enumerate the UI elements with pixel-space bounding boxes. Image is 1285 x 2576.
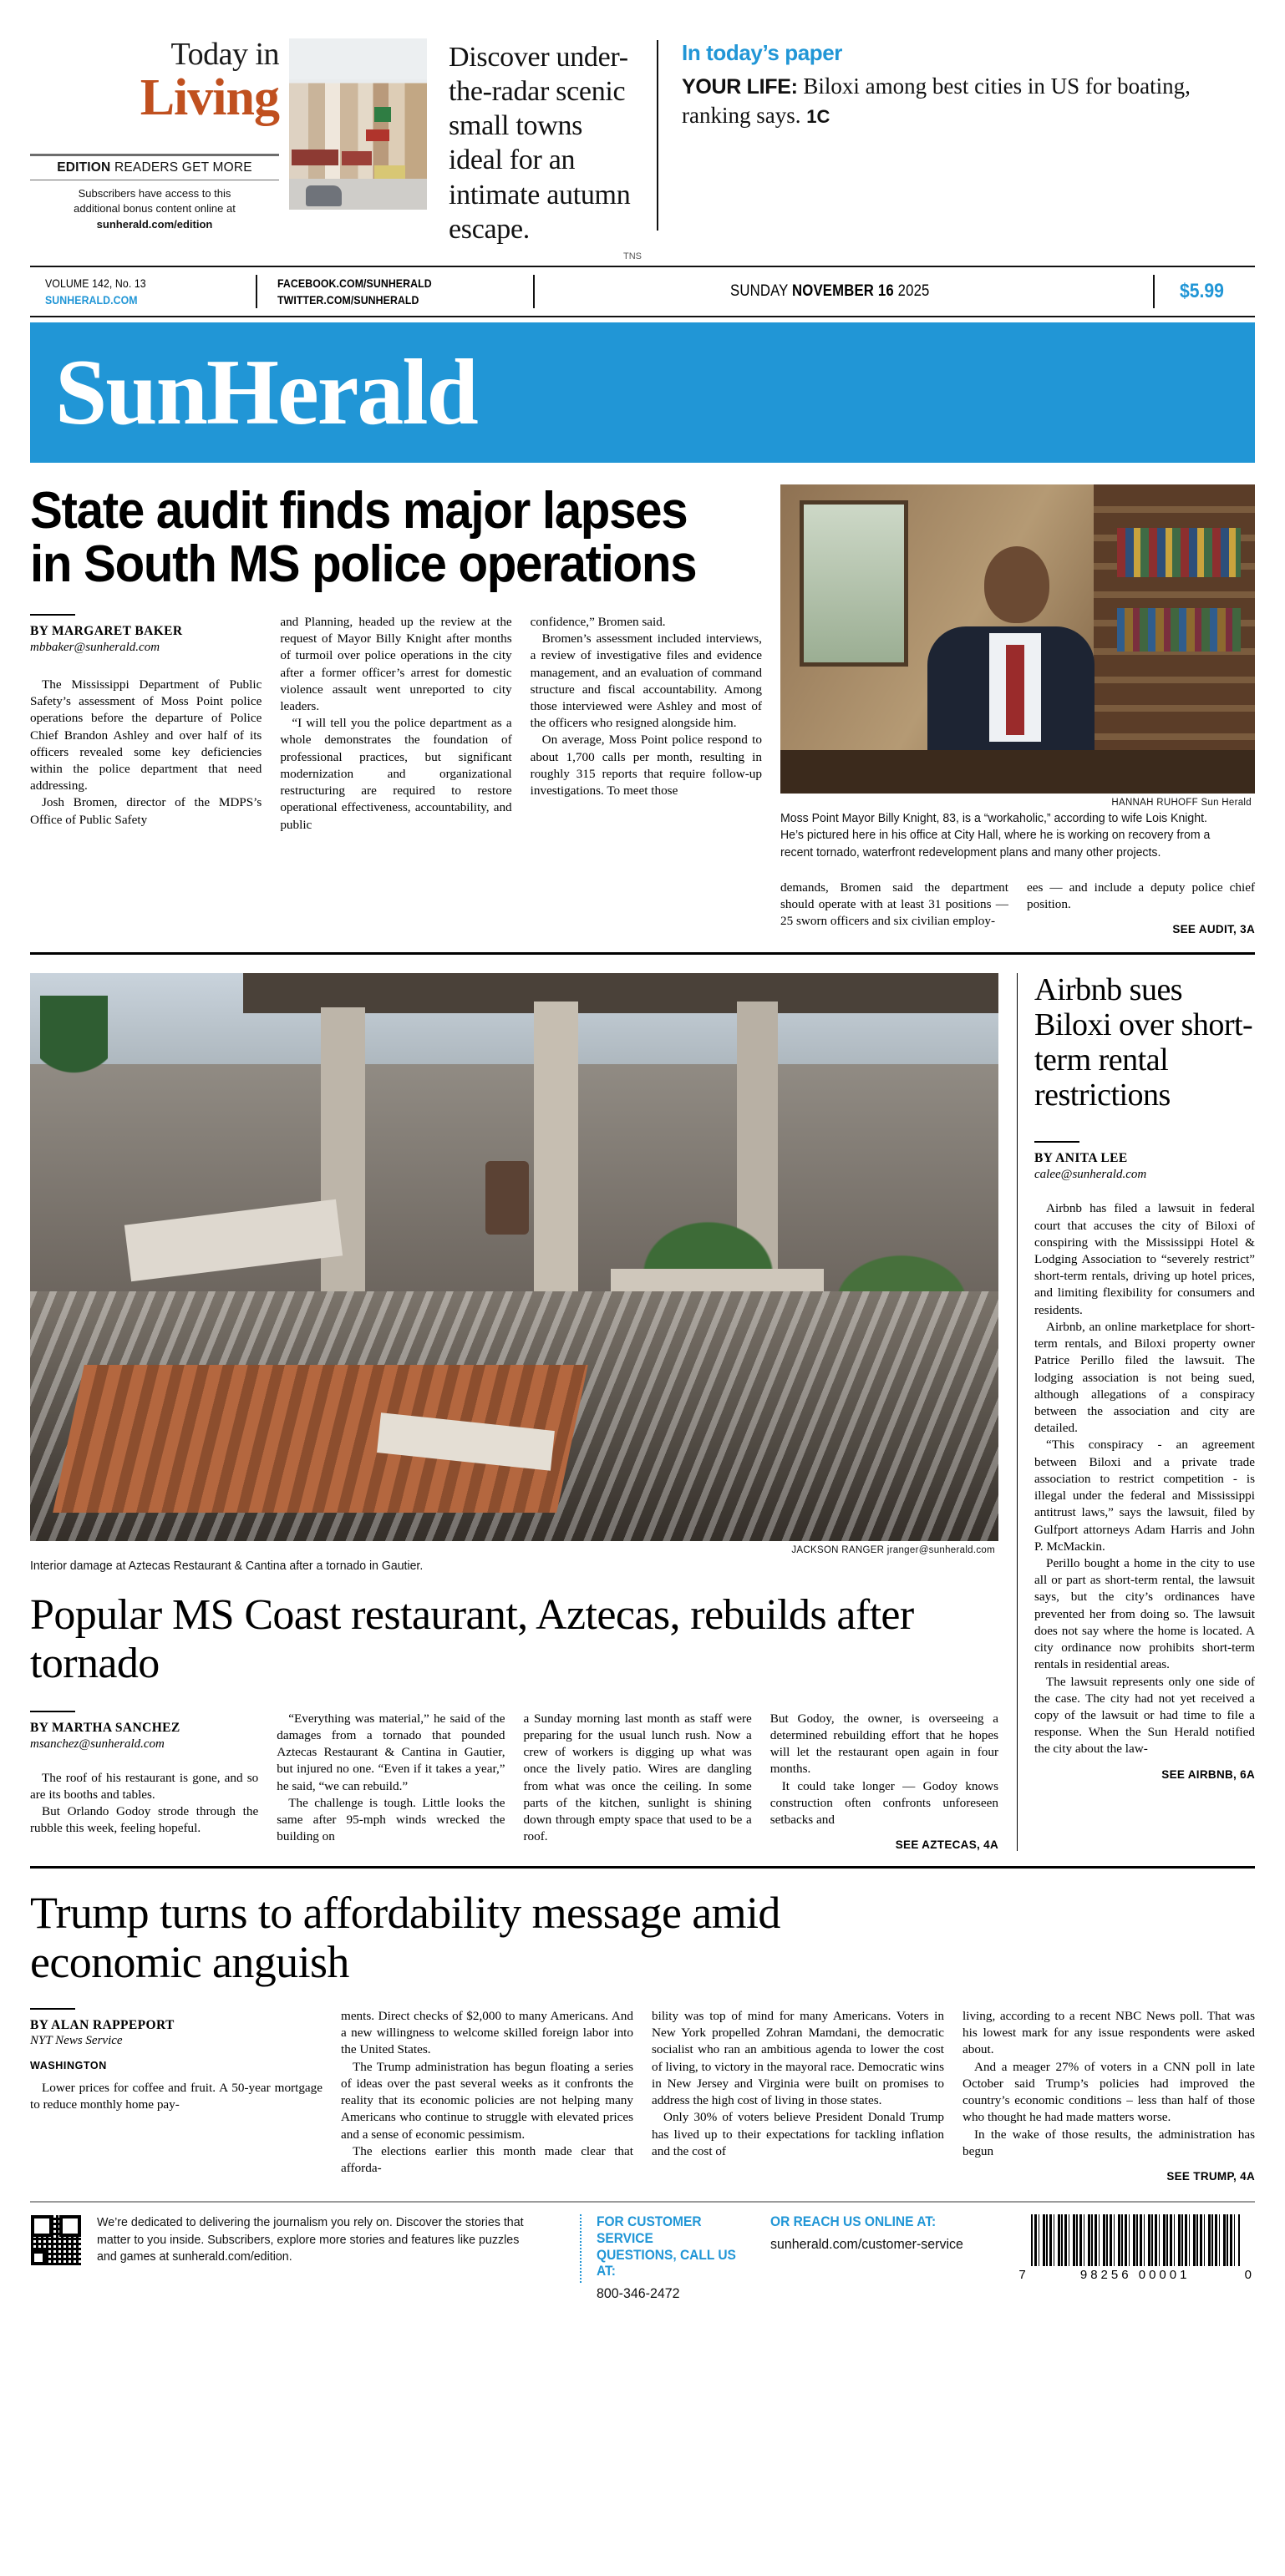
paragraph: “Everything was material,” he said of the damages from a tornado that pounded Aztecas Restaurant & Cantina in Gautier, but injured no one. “Even if it takes a year,” he said, “we can rebuild.” bbox=[277, 1711, 505, 1793]
lead-body-col4 bbox=[780, 880, 1008, 931]
folio-date-cell bbox=[535, 282, 1153, 301]
lead-photo-credit-name: HANNAH RUHOFF bbox=[1111, 798, 1198, 808]
in-todays-paper-item[interactable] bbox=[682, 72, 1255, 129]
qr-code-icon[interactable] bbox=[30, 2214, 82, 2266]
lead-jump-line[interactable]: SEE AUDIT, 3A bbox=[1172, 923, 1255, 936]
lead-body-col5 bbox=[1027, 880, 1255, 913]
tornado-col-4 bbox=[770, 1711, 998, 1852]
tornado-body-col1 bbox=[30, 1770, 258, 1838]
top-promo-strip bbox=[0, 0, 1285, 266]
folio-twitter-text: TWITTER.COM/SUNHERALD bbox=[277, 293, 419, 307]
tornado-byline-email[interactable]: msanchez@sunherald.com bbox=[30, 1737, 165, 1751]
promo-today-label: Today in bbox=[170, 37, 279, 72]
paragraph: living, according to a recent NBC News poll. That was his lowest mark for any issue respondents were asked about. bbox=[962, 2008, 1255, 2057]
trump-body-col1 bbox=[30, 2080, 323, 2113]
lead-col-3 bbox=[531, 614, 762, 834]
tornado-headline[interactable]: Popular MS Coast restaurant, Aztecas, rebuilds after tornado bbox=[30, 1591, 914, 1687]
paragraph: Only 30% of voters believe President Donald Trump has lived up to their expectations for tackling inflation and the cost of bbox=[652, 2110, 944, 2158]
folio-bar bbox=[30, 267, 1255, 316]
online-label: OR REACH US ONLINE AT: bbox=[770, 2213, 937, 2229]
footer-dotted-divider bbox=[580, 2214, 582, 2283]
paragraph: In the wake of those results, the administration has begun bbox=[962, 2127, 1255, 2158]
airbnb-story bbox=[1017, 973, 1255, 1851]
trump-col-2 bbox=[341, 2008, 633, 2183]
airbnb-byline: BY ANITA LEE bbox=[1034, 1151, 1128, 1166]
byline-rule bbox=[30, 1711, 75, 1712]
barcode-left-digit: 7 bbox=[1018, 2267, 1026, 2282]
in-todays-paper-label: YOUR LIFE: bbox=[682, 75, 798, 99]
cs-label-line2: QUESTIONS, CALL US AT: bbox=[597, 2247, 736, 2279]
paragraph: bility was top of mind for many Americans. Voters in New York propelled Zohran Mamdani, the democratic socialist who ran an ambitious agenda to lower the cost of living, to victory in the mayoral race. Democratic wins in New Jersey and Virginia were built on promises to address the high cost of living in those states. bbox=[652, 2008, 944, 2108]
lead-col-4 bbox=[780, 880, 1008, 936]
footer-online-block bbox=[770, 2214, 974, 2253]
tornado-jump-line[interactable]: SEE AZTECAS, 4A bbox=[895, 1838, 998, 1852]
tornado-body-col2 bbox=[277, 1711, 505, 1846]
promo-section-name: Living bbox=[140, 69, 279, 126]
folio-weekday: SUNDAY bbox=[730, 282, 793, 300]
tornado-photo-aztecas bbox=[30, 973, 998, 1541]
folio-twitter[interactable] bbox=[277, 292, 485, 308]
folio-price: $5.99 bbox=[1179, 280, 1224, 302]
promo-photo-credit: TNS bbox=[623, 251, 642, 261]
trump-col-4 bbox=[962, 2008, 1255, 2183]
folio-date bbox=[730, 282, 930, 301]
promo-photo-small-town bbox=[289, 38, 427, 210]
paragraph: On average, Moss Point police respond to about 1,700 calls per month, resulting in roughly 315 reports that require follow-up investigations. To meet those bbox=[530, 733, 762, 799]
paragraph: ments. Direct checks of $2,000 to many Americans. And a new willingness to welcome skilled foreign labor into the United States. bbox=[341, 2008, 633, 2057]
folio-price-cell bbox=[1155, 280, 1255, 303]
in-todays-paper-kicker: In today’s paper bbox=[682, 40, 843, 65]
in-todays-paper-block bbox=[658, 23, 1255, 129]
paragraph: “This conspiracy - an agreement between Biloxi and a private trade association to restrict competition - is illegal under the federal and Mississippi antitrust laws,” says the lawsuit, filed by Gulfport attorneys Adam Harris and John P. McMackin. bbox=[1034, 1438, 1255, 1554]
folio-website[interactable]: SUNHERALD.COM bbox=[45, 293, 138, 307]
paragraph: Josh Bromen, director of the MDPS’s Office of Public Safety bbox=[30, 795, 262, 827]
trump-byline-org: NYT News Service bbox=[30, 2033, 123, 2047]
trump-story bbox=[30, 1869, 1255, 2183]
lead-col-5 bbox=[1027, 880, 1255, 936]
trump-body-col2 bbox=[341, 2008, 633, 2177]
tornado-col-1 bbox=[30, 1711, 258, 1852]
byline-rule bbox=[1034, 1141, 1079, 1143]
lead-story bbox=[30, 463, 1255, 936]
lead-body-col2 bbox=[280, 614, 511, 834]
folio-social-cell bbox=[257, 275, 533, 309]
lead-photo-block bbox=[780, 484, 1255, 936]
tornado-photo-caption: Interior damage at Aztecas Restaurant & Cantina after a tornado in Gautier. bbox=[30, 1559, 424, 1574]
edition-sub-line1: Subscribers have access to this bbox=[78, 187, 231, 200]
lead-photo-mayor bbox=[780, 484, 1255, 794]
lead-photo-caption: Moss Point Mayor Billy Knight, 83, is a “workaholic,” according to wife Lois Knight. He’s pictured here in his office at City Hall, where he is working on recovery from a recent tornado, waterfront redevelopment plans and many other projects. bbox=[780, 811, 1211, 860]
cs-phone-number[interactable]: 800-346-2472 bbox=[597, 2285, 680, 2302]
lead-photo-credit bbox=[780, 794, 1255, 808]
tornado-col-3 bbox=[524, 1711, 752, 1852]
in-todays-paper-page: 1C bbox=[806, 105, 830, 127]
airbnb-headline[interactable]: Airbnb sues Biloxi over short-term rental restrictions bbox=[1034, 972, 1253, 1113]
paragraph: Perillo bought a home in the city to use all or part as short-term rental, the lawsuit says, but the city’s ordinances have prevented her from doing so. The lawsuit does not say where the home is located. A city ordinance now prohibits short-term rentals in residential areas. bbox=[1034, 1555, 1255, 1672]
edition-subscriber-note bbox=[30, 180, 279, 232]
lead-body-col1 bbox=[30, 677, 262, 829]
lead-headline[interactable]: State audit finds major lapses in South MS police operations bbox=[30, 482, 697, 594]
airbnb-byline-email[interactable]: calee@sunherald.com bbox=[1034, 1168, 1147, 1182]
online-url[interactable]: sunherald.com/customer-service bbox=[770, 2235, 963, 2252]
tornado-photo-credit-name: JACKSON RANGER bbox=[791, 1545, 885, 1556]
paragraph: confidence,” Bromen said. bbox=[530, 614, 666, 629]
tornado-col-2 bbox=[277, 1711, 505, 1852]
airbnb-jump-line[interactable]: SEE AIRBNB, 6A bbox=[1161, 1767, 1255, 1781]
trump-body-col4 bbox=[962, 2008, 1255, 2160]
trump-dateline: WASHINGTON bbox=[30, 2059, 107, 2071]
trump-col-1 bbox=[30, 2008, 323, 2183]
paragraph: The Trump administration has begun floating a series of ideas over the past several weeks as it confronts the reality that its economic policies are not helping many Americans who continue to struggle with elevated prices and a sense of economic pessimism. bbox=[341, 2059, 633, 2142]
footer-customer-service bbox=[597, 2214, 746, 2302]
edition-readers-label bbox=[30, 156, 279, 180]
edition-word: EDITION bbox=[57, 160, 111, 175]
edition-sub-line2: additional bonus content online at bbox=[74, 202, 236, 216]
folio-year: 2025 bbox=[894, 282, 931, 300]
airbnb-body bbox=[1034, 1200, 1255, 1757]
byline-rule bbox=[30, 614, 75, 616]
paragraph: The roof of his restaurant is gone, and so are its booths and tables. bbox=[30, 1770, 259, 1803]
paragraph: The elections earlier this month made clear that afforda- bbox=[341, 2143, 633, 2175]
edition-readers-block bbox=[30, 154, 279, 232]
folio-facebook[interactable] bbox=[277, 275, 485, 292]
trump-byline: BY ALAN RAPPEPORT bbox=[30, 2017, 175, 2032]
cs-label-line1: FOR CUSTOMER SERVICE bbox=[597, 2213, 702, 2246]
edition-rest: READERS GET MORE bbox=[114, 160, 252, 175]
paragraph: But Orlando Godoy strode through the rubble this week, feeling hopeful. bbox=[30, 1804, 259, 1836]
paragraph: “I will tell you the police department as a whole demonstrates the foundation of professional practices, but significant modernization and organizational restructuring are required to restore operational effectiveness, accountability, and public bbox=[280, 716, 512, 832]
in-todays-paper-text: Biloxi among best cities in US for boating, ranking says. bbox=[682, 74, 1191, 128]
folio-rule-bottom bbox=[30, 316, 1255, 317]
barcode-image bbox=[1031, 2214, 1240, 2266]
paragraph: The challenge is tough. Little looks the same after 95-mph winds wrecked the building on bbox=[277, 1795, 505, 1844]
footer-blurb: We’re dedicated to delivering the journalism you rely on. Discover the stories that matter to you inside. Subscribers, explore more stories and features like puzzles and games at sunherald.com/edition. bbox=[97, 2214, 524, 2264]
paragraph: The Mississippi Department of Public Safety’s assessment of Moss Point police operations before the departure of Police Chief Brandon Ashley and over half of its officers revealed some key deficiencies within the police department that need addressing. bbox=[30, 677, 262, 794]
lead-body-col3 bbox=[531, 614, 762, 799]
paragraph: Airbnb, an online marketplace for short-term rentals, and Biloxi property owner Patrice Perillo filed the lawsuit. The lodging association is not being sued, although allegations of a conspiracy between the association and city are detailed. bbox=[1034, 1319, 1255, 1436]
lead-col-1 bbox=[30, 614, 262, 834]
tornado-story bbox=[30, 973, 998, 1851]
paragraph: Airbnb has filed a lawsuit in federal court that accuses the city of Biloxi of conspiring with the Mississippi Hotel & Lodging Association to “severely restrict” short-term rentals, driving up hotel prices, and limiting flexibility for consumers and residents. bbox=[1034, 1201, 1255, 1317]
paragraph: And a meager 27% of voters in a CNN poll in late October said Trump’s policies had improved the country’s economic conditions – less than half of those who thought he had made matters worse. bbox=[962, 2059, 1255, 2125]
byline-rule bbox=[30, 2008, 75, 2010]
folio-volume-cell bbox=[30, 275, 256, 309]
paragraph: a Sunday morning last month as staff were preparing for the usual lunch rush. Now a crew of workers is digging up what was once the lively patio. Wires are dangling from what was once the ceiling. In some parts of the kitchen, sunlight is shining down through empty space that used to be a roof. bbox=[523, 1711, 752, 1844]
footer-bar bbox=[30, 2203, 1255, 2302]
lead-byline: BY MARGARET BAKER bbox=[30, 623, 183, 638]
paragraph: Lower prices for coffee and fruit. A 50-year mortgage to reduce monthly home pay- bbox=[30, 2080, 323, 2112]
folio-volume: VOLUME 142, No. 13 bbox=[45, 276, 146, 290]
masthead-nameplate bbox=[30, 322, 1255, 463]
folio-facebook-text: FACEBOOK.COM/SUNHERALD bbox=[277, 276, 432, 290]
lead-col-2 bbox=[280, 614, 511, 834]
promo-living-block bbox=[30, 23, 289, 232]
paragraph: The lawsuit represents only one side of the case. The city had not yet received a copy of the lawsuit or had time to file a response. When the Sun Herald notified the city about the law- bbox=[1034, 1674, 1255, 1757]
paragraph: demands, Bromen said the department should operate with at least 31 positions — 25 sworn officers and six civilian employ- bbox=[780, 880, 1008, 929]
trump-headline[interactable]: Trump turns to affordability message amid economic anguish bbox=[30, 1888, 780, 1987]
folio-month-day: NOVEMBER 16 bbox=[792, 282, 895, 300]
tornado-photo-credit bbox=[30, 1541, 998, 1555]
paragraph: ees — and include a deputy police chief position. bbox=[1027, 880, 1255, 911]
paragraph: and Planning, headed up the review at the request of Mayor Billy Knight after months of turmoil over police operations in the city after a former officer’s arrest for domestic violence assault went unreported to city leaders. bbox=[280, 614, 512, 714]
lead-photo-credit-source: Sun Herald bbox=[1201, 798, 1252, 808]
paragraph: But Godoy, the owner, is overseeing a determined rebuilding effort that he hopes will let the restaurant open again in four months. bbox=[769, 1711, 998, 1777]
tornado-photo-credit-source: jranger@sunherald.com bbox=[886, 1545, 995, 1556]
promo-deck-text: Discover under-the-radar scenic small towns ideal for an intimate autumn escape. bbox=[449, 42, 631, 245]
masthead-title: SunHerald bbox=[55, 341, 477, 444]
paragraph: It could take longer — Godoy knows construction often confronts unforeseen setbacks and bbox=[769, 1778, 998, 1828]
barcode-block bbox=[1003, 2214, 1255, 2282]
trump-body-col3 bbox=[652, 2008, 944, 2160]
tornado-airbnb-block bbox=[30, 955, 1255, 1851]
tornado-body-col3 bbox=[524, 1711, 752, 1846]
tornado-byline: BY MARTHA SANCHEZ bbox=[30, 1720, 180, 1735]
trump-col-3 bbox=[652, 2008, 944, 2183]
barcode-digits: 98256 00001 bbox=[1079, 2267, 1191, 2282]
edition-sub-url[interactable]: sunherald.com/edition bbox=[96, 217, 213, 231]
trump-jump-line[interactable]: SEE TRUMP, 4A bbox=[1166, 2169, 1255, 2183]
paragraph: Bromen’s assessment included interviews, a review of investigative files and evidence management, and an evaluation of command structure and fiscal accountability. Among those interviewed were Ashley and most of the officers who resigned alongside him. bbox=[530, 631, 762, 731]
tornado-body-col4 bbox=[770, 1711, 998, 1829]
lead-byline-email[interactable]: mbbaker@sunherald.com bbox=[30, 640, 160, 654]
barcode-right-digit: 0 bbox=[1244, 2267, 1252, 2282]
